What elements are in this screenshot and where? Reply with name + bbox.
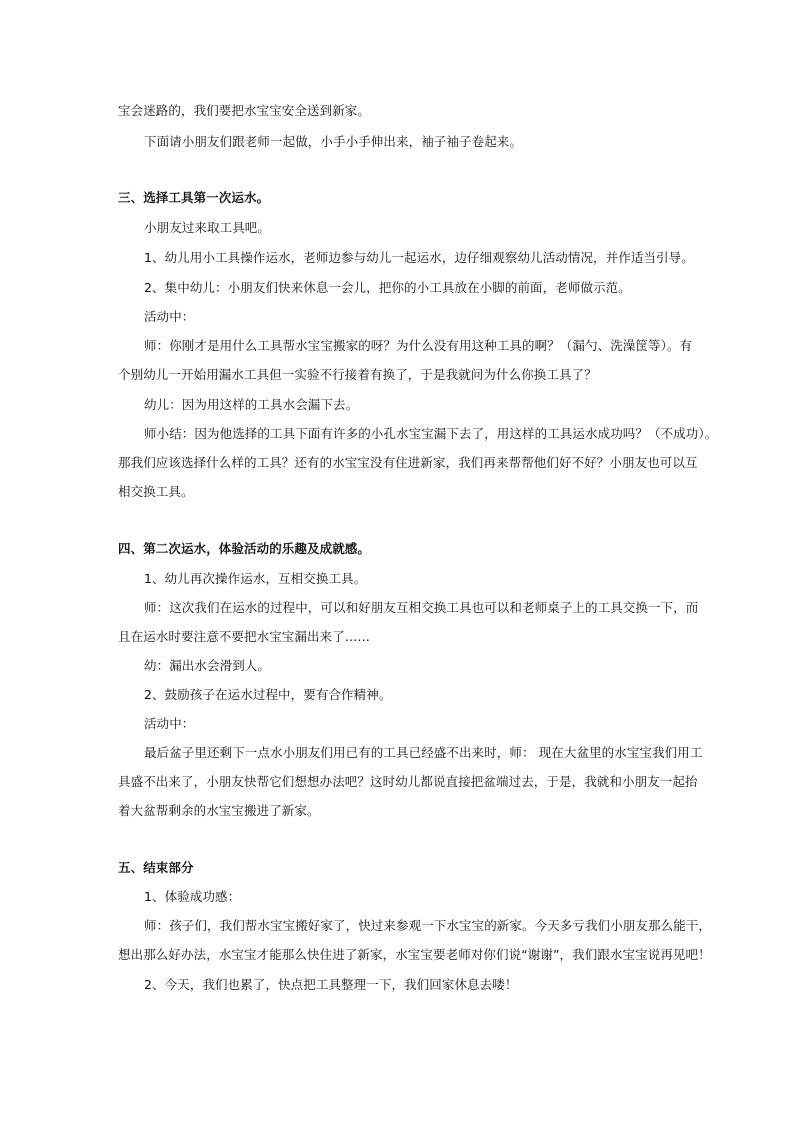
paragraph-line: 师小结：因为他选择的工具下面有许多的小孔水宝宝漏下去了，用这样的工具运水成功吗？（不成功）。 <box>144 426 718 441</box>
paragraph-line: 想出那么好办法，水宝宝才能那么快住进了新家，水宝宝要老师对你们说“谢谢”，我们跟水宝宝说再见吧！ <box>118 947 711 962</box>
paragraph-line: 师：你刚才是用什么工具帮水宝宝搬家的呀？为什么没有用这种工具的啊？（漏勺、洗澡筐等）。有 <box>144 338 693 353</box>
paragraph-line: 宝会迷路的，我们要把水宝宝安全送到新家。 <box>118 103 371 118</box>
paragraph-line: 2、今天，我们也累了，快点把工具整理一下，我们回家休息去喽！ <box>144 977 518 992</box>
paragraph-line: 活动中： <box>144 716 195 731</box>
paragraph-line: 活动中： <box>144 309 195 324</box>
paragraph-line: 最后盆子里还剩下一点水小朋友们用已有的工具已经盛不出来时，师： 现在大盆里的水宝宝我们用工 <box>144 745 703 760</box>
paragraph-line: 幼儿：因为用这样的工具水会漏下去。 <box>144 397 359 412</box>
paragraph-line: 小朋友过来取工具吧。 <box>144 220 271 235</box>
paragraph-line: 1、幼儿再次操作运水，互相交换工具。 <box>144 571 367 586</box>
paragraph-line: 下面请小朋友们跟老师一起做，小手小手伸出来，袖子袖子卷起来。 <box>144 134 523 149</box>
section-heading-3: 三、选择工具第一次运水。 <box>118 190 270 205</box>
paragraph-line: 且在运水时要注意不要把水宝宝漏出来了…… <box>118 629 371 644</box>
paragraph-line: 2、集中幼儿：小朋友们快来休息一会儿，把你的小工具放在小脚的前面，老师做示范。 <box>144 280 631 295</box>
section-heading-4: 四、第二次运水，体验活动的乐趣及成就感。 <box>118 541 371 556</box>
paragraph-line: 2、鼓励孩子在运水过程中，要有合作精神。 <box>144 687 392 702</box>
paragraph-line: 个别幼儿一开始用漏水工具但一实验不行接着有换了，于是我就问为什么你换工具了？ <box>118 367 597 382</box>
paragraph-line: 相交换工具。 <box>118 484 194 499</box>
paragraph-line: 师：这次我们在运水的过程中，可以和好朋友互相交换工具也可以和老师桌子上的工具交换一下，而 <box>144 600 699 615</box>
paragraph-line: 幼：漏出水会滑到人。 <box>144 658 271 673</box>
paragraph-line: 具盛不出来了，小朋友快帮它们想想办法吧？这时幼儿都说直接把盆端过去，于是，我就和小朋友一起抬 <box>118 774 698 789</box>
paragraph-line: 那我们应该选择什么样的工具？还有的水宝宝没有住进新家，我们再来帮帮他们好不好？小朋友也可以互 <box>118 455 698 470</box>
section-heading-5: 五、结束部分 <box>118 860 194 875</box>
paragraph-line: 师：孩子们，我们帮水宝宝搬好家了，快过来参观一下水宝宝的新家。今天多亏我们小朋友那么能干， <box>144 918 712 933</box>
paragraph-line: 1、幼儿用小工具操作运水，老师边参与幼儿一起运水，边仔细观察幼儿活动情况，并作适当引导。 <box>144 250 694 265</box>
paragraph-line: 着大盆帮剩余的水宝宝搬进了新家。 <box>118 803 320 818</box>
paragraph-line: 1、体验成功感： <box>144 889 241 904</box>
